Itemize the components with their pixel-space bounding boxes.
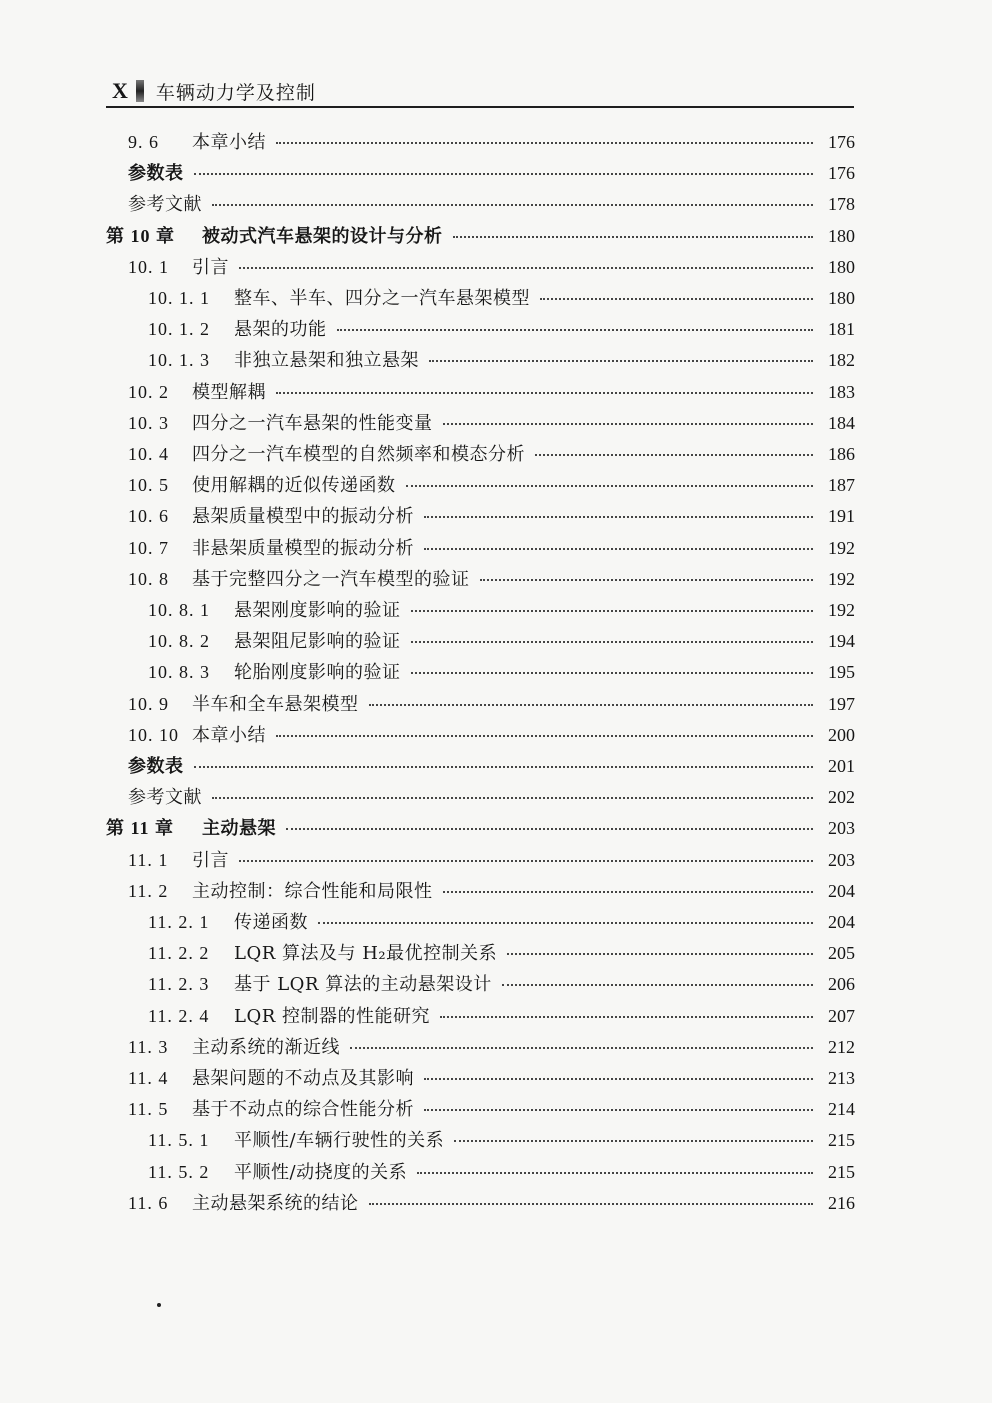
toc-entry-number: 10. 6 bbox=[128, 506, 169, 527]
toc-entry-title: 非悬架质量模型的振动分析 bbox=[192, 537, 414, 559]
toc-entry-page: 192 bbox=[828, 568, 855, 589]
toc-entry[interactable] bbox=[128, 877, 855, 905]
toc-entry[interactable] bbox=[148, 970, 855, 998]
toc-entry-number: 10. 8. 3 bbox=[148, 662, 210, 683]
toc-entry-number: 10. 1. 1 bbox=[148, 288, 210, 308]
toc-entry[interactable] bbox=[128, 471, 855, 499]
toc-entry[interactable] bbox=[128, 159, 855, 187]
toc-entry-number: 第 10 章 bbox=[106, 225, 175, 246]
toc-entry[interactable] bbox=[128, 752, 855, 780]
toc-leader-dots bbox=[453, 235, 814, 238]
toc-leader-dots bbox=[424, 547, 813, 550]
toc-entry[interactable] bbox=[148, 1158, 855, 1186]
toc-leader-dots bbox=[411, 671, 814, 674]
toc-entry-page: 212 bbox=[828, 1036, 855, 1057]
toc-entry[interactable] bbox=[148, 627, 855, 655]
toc-leader-dots bbox=[286, 827, 813, 830]
toc-entry-page: 200 bbox=[828, 724, 855, 745]
toc-leader-dots bbox=[239, 266, 813, 269]
page-number: X bbox=[112, 78, 128, 103]
toc-entry-page: 182 bbox=[828, 350, 855, 371]
toc-entry-page: 194 bbox=[828, 631, 855, 652]
toc-entry-title: 基于不动点的综合性能分析 bbox=[192, 1099, 414, 1121]
toc-entry-title: 使用解耦的近似传递函数 bbox=[192, 475, 396, 497]
toc-entry[interactable] bbox=[148, 1126, 855, 1154]
toc-entry-title: 非独立悬架和独立悬架 bbox=[234, 350, 419, 372]
toc-entry-title: 主动系统的渐近线 bbox=[192, 1036, 340, 1058]
toc-entry-page: 178 bbox=[828, 194, 855, 215]
toc-entry-title: 引言 bbox=[192, 849, 229, 871]
toc-entry[interactable] bbox=[148, 284, 855, 312]
toc-entry[interactable] bbox=[128, 440, 855, 468]
toc-entry-page: 176 bbox=[828, 132, 855, 152]
toc-entry[interactable] bbox=[128, 721, 855, 749]
toc-entry[interactable] bbox=[106, 222, 855, 250]
toc-entry-title: 本章小结 bbox=[192, 724, 266, 746]
toc-entry-number: 第 11 章 bbox=[106, 818, 175, 839]
toc-entry-title: 主动悬架系统的结论 bbox=[192, 1192, 359, 1214]
toc-entry[interactable] bbox=[128, 190, 855, 218]
toc-entry-number: 10. 9 bbox=[128, 693, 169, 714]
running-header bbox=[112, 78, 852, 104]
toc-leader-dots bbox=[318, 921, 813, 924]
toc-entry-title: 参考文献 bbox=[128, 787, 202, 809]
toc-entry-title: 悬架的功能 bbox=[234, 319, 327, 341]
toc-entry-number: 11. 5 bbox=[128, 1099, 169, 1120]
toc-entry-title: 传递函数 bbox=[234, 912, 308, 933]
toc-entry-page: 216 bbox=[828, 1192, 855, 1213]
toc-entry[interactable] bbox=[128, 1064, 855, 1092]
toc-leader-dots bbox=[411, 609, 814, 612]
toc-entry[interactable] bbox=[128, 783, 855, 811]
toc-entry-page: 201 bbox=[828, 756, 855, 776]
toc-leader-dots bbox=[194, 172, 814, 175]
toc-leader-dots bbox=[424, 1077, 813, 1080]
toc-leader-dots bbox=[424, 1108, 813, 1111]
toc-leader-dots bbox=[212, 203, 813, 206]
toc-entry[interactable] bbox=[128, 128, 855, 156]
toc-entry-page: 204 bbox=[828, 912, 855, 932]
toc-leader-dots bbox=[369, 1202, 814, 1205]
toc-entry-number: 11. 2. 4 bbox=[148, 1005, 210, 1026]
toc-entry-page: 207 bbox=[828, 1005, 855, 1026]
toc-entry[interactable] bbox=[128, 565, 855, 593]
toc-entry-number: 10. 1 bbox=[128, 256, 169, 277]
toc-entry-title: 平顺性/动挠度的关系 bbox=[234, 1161, 408, 1183]
toc-entry-title: 轮胎刚度影响的验证 bbox=[234, 662, 401, 684]
toc-entry-title: 本章小结 bbox=[192, 132, 266, 153]
toc-entry-page: 202 bbox=[828, 787, 855, 808]
toc-entry-page: 203 bbox=[828, 849, 855, 870]
toc-entry-title: LQR 控制器的性能研究 bbox=[234, 1005, 430, 1027]
toc-entry[interactable] bbox=[128, 409, 855, 437]
toc-entry-title: 主动悬架 bbox=[202, 818, 276, 840]
toc-leader-dots bbox=[194, 765, 814, 768]
toc-entry-page: 195 bbox=[828, 662, 855, 683]
toc-entry-page: 204 bbox=[828, 880, 855, 901]
toc-entry-number: 10. 1. 2 bbox=[148, 319, 210, 340]
toc-entry-page: 197 bbox=[828, 693, 855, 714]
toc-leader-dots bbox=[480, 578, 814, 581]
toc-entry-title: 模型解耦 bbox=[192, 381, 266, 403]
toc-leader-dots bbox=[212, 796, 813, 799]
toc-entry-page: 180 bbox=[828, 256, 855, 277]
toc-entry-number: 11. 2. 2 bbox=[148, 943, 210, 964]
toc-leader-dots bbox=[239, 859, 813, 862]
toc-entry[interactable] bbox=[148, 1002, 855, 1030]
toc-entry-number: 9. 6 bbox=[128, 132, 159, 152]
toc-entry-number: 10. 7 bbox=[128, 537, 169, 558]
toc-entry-title: 悬架刚度影响的验证 bbox=[234, 600, 401, 621]
toc-entry-number: 10. 2 bbox=[128, 381, 169, 402]
toc-entry[interactable] bbox=[128, 534, 855, 562]
toc-entry-title: 基于完整四分之一汽车模型的验证 bbox=[192, 568, 470, 590]
toc-entry[interactable] bbox=[128, 846, 855, 874]
toc-leader-dots bbox=[502, 983, 813, 986]
toc-entry[interactable] bbox=[128, 1033, 855, 1061]
toc-entry[interactable] bbox=[148, 596, 855, 624]
toc-leader-dots bbox=[540, 297, 813, 300]
toc-entry-title: 主动控制：综合性能和局限性 bbox=[192, 880, 433, 902]
toc-leader-dots bbox=[440, 1015, 813, 1018]
toc-entry[interactable] bbox=[106, 814, 855, 842]
toc-entry-page: 192 bbox=[828, 600, 855, 620]
toc-entry[interactable] bbox=[128, 1095, 855, 1123]
toc-entry-page: 191 bbox=[828, 506, 855, 527]
toc-leader-dots bbox=[424, 515, 813, 518]
toc-entry-title: 四分之一汽车模型的自然频率和模态分析 bbox=[192, 444, 525, 465]
toc-entry-page: 180 bbox=[828, 288, 855, 308]
toc-entry-number: 10. 10 bbox=[128, 724, 179, 745]
toc-entry-page: 187 bbox=[828, 475, 855, 496]
toc-entry-number: 11. 5. 2 bbox=[148, 1161, 210, 1182]
toc-leader-dots bbox=[337, 328, 814, 331]
toc-entry-page: 183 bbox=[828, 381, 855, 402]
toc-leader-dots bbox=[411, 640, 814, 643]
toc-entry[interactable] bbox=[128, 253, 855, 281]
toc-entry-number: 11. 6 bbox=[128, 1192, 169, 1213]
toc-entry-number: 10. 3 bbox=[128, 412, 169, 433]
toc-entry-page: 213 bbox=[828, 1068, 855, 1088]
toc-entry[interactable] bbox=[128, 690, 855, 718]
toc-entry-page: 215 bbox=[828, 1130, 855, 1151]
toc-entry-page: 206 bbox=[828, 974, 855, 995]
header-marker bbox=[136, 80, 144, 102]
toc-entry-number: 10. 8 bbox=[128, 568, 169, 589]
toc-entry-title: 参数表 bbox=[128, 163, 184, 185]
toc-entry-number: 11. 2. 3 bbox=[148, 974, 210, 995]
toc-leader-dots bbox=[535, 453, 813, 456]
toc-entry-number: 11. 4 bbox=[128, 1068, 169, 1088]
toc-leader-dots bbox=[454, 1139, 813, 1142]
toc-leader-dots bbox=[276, 391, 813, 394]
toc-entry-page: 186 bbox=[828, 444, 855, 464]
toc-entry-title: 参数表 bbox=[128, 756, 184, 777]
book-title: 车辆动力学及控制 bbox=[155, 81, 316, 104]
toc-entry[interactable] bbox=[148, 658, 855, 686]
toc-entry-number: 10. 4 bbox=[128, 444, 169, 464]
toc-entry-number: 11. 1 bbox=[128, 849, 169, 870]
toc-leader-dots bbox=[429, 359, 813, 362]
toc-entry-title: 四分之一汽车悬架的性能变量 bbox=[192, 412, 433, 434]
toc-entry-title: 基于 LQR 算法的主动悬架设计 bbox=[234, 974, 492, 996]
toc-entry-number: 10. 5 bbox=[128, 475, 169, 496]
toc-entry-title: 悬架问题的不动点及其影响 bbox=[192, 1068, 414, 1089]
toc-entry-number: 10. 8. 1 bbox=[148, 600, 210, 620]
toc-leader-dots bbox=[276, 734, 813, 737]
toc-leader-dots bbox=[507, 952, 813, 955]
toc-entry-page: 181 bbox=[828, 319, 855, 340]
toc-leader-dots bbox=[350, 1046, 813, 1049]
toc-entry-number: 11. 2. 1 bbox=[148, 912, 210, 932]
toc-entry[interactable] bbox=[128, 502, 855, 530]
toc-entry[interactable] bbox=[128, 1189, 855, 1217]
toc-leader-dots bbox=[369, 703, 814, 706]
toc-leader-dots bbox=[417, 1171, 813, 1174]
toc-entry-page: 205 bbox=[828, 943, 855, 964]
toc-entry-page: 176 bbox=[828, 163, 855, 184]
toc-entry-number: 11. 5. 1 bbox=[148, 1130, 210, 1151]
toc-entry-title: 整车、半车、四分之一汽车悬架模型 bbox=[234, 288, 530, 309]
toc-entry[interactable] bbox=[148, 315, 855, 343]
toc-entry[interactable] bbox=[148, 908, 855, 936]
toc-entry-title: 参考文献 bbox=[128, 194, 202, 216]
toc-entry-title: 半车和全车悬架模型 bbox=[192, 693, 359, 715]
toc-entry-title: 悬架阻尼影响的验证 bbox=[234, 631, 401, 653]
toc-entry[interactable] bbox=[128, 378, 855, 406]
toc-entry-title: 被动式汽车悬架的设计与分析 bbox=[202, 225, 443, 247]
toc-leader-dots bbox=[443, 890, 814, 893]
toc-entry-page: 180 bbox=[828, 225, 855, 246]
header-rule bbox=[106, 106, 854, 108]
toc-entry-page: 184 bbox=[828, 412, 855, 433]
toc-entry-number: 10. 1. 3 bbox=[148, 350, 210, 371]
toc-entry-number: 11. 3 bbox=[128, 1036, 169, 1057]
toc-entry-title: 悬架质量模型中的振动分析 bbox=[192, 506, 414, 528]
toc-leader-dots bbox=[443, 422, 814, 425]
toc-entry-title: 平顺性/车辆行驶性的关系 bbox=[234, 1130, 445, 1152]
toc-leader-dots bbox=[276, 141, 813, 144]
toc-entry-page: 214 bbox=[828, 1099, 855, 1120]
toc-entry[interactable] bbox=[148, 939, 855, 967]
toc-entry[interactable] bbox=[148, 346, 855, 374]
toc-entry-page: 215 bbox=[828, 1161, 855, 1182]
toc-entry-title: LQR 算法及与 H₂最优控制关系 bbox=[234, 943, 498, 965]
toc-entry-page: 192 bbox=[828, 537, 855, 558]
toc-entry-number: 10. 8. 2 bbox=[148, 631, 210, 652]
toc-entry-title: 引言 bbox=[192, 256, 229, 278]
toc-entry-page: 203 bbox=[828, 818, 855, 839]
scan-speck bbox=[157, 1303, 161, 1307]
toc-leader-dots bbox=[406, 484, 814, 487]
toc-entry-number: 11. 2 bbox=[128, 880, 169, 901]
